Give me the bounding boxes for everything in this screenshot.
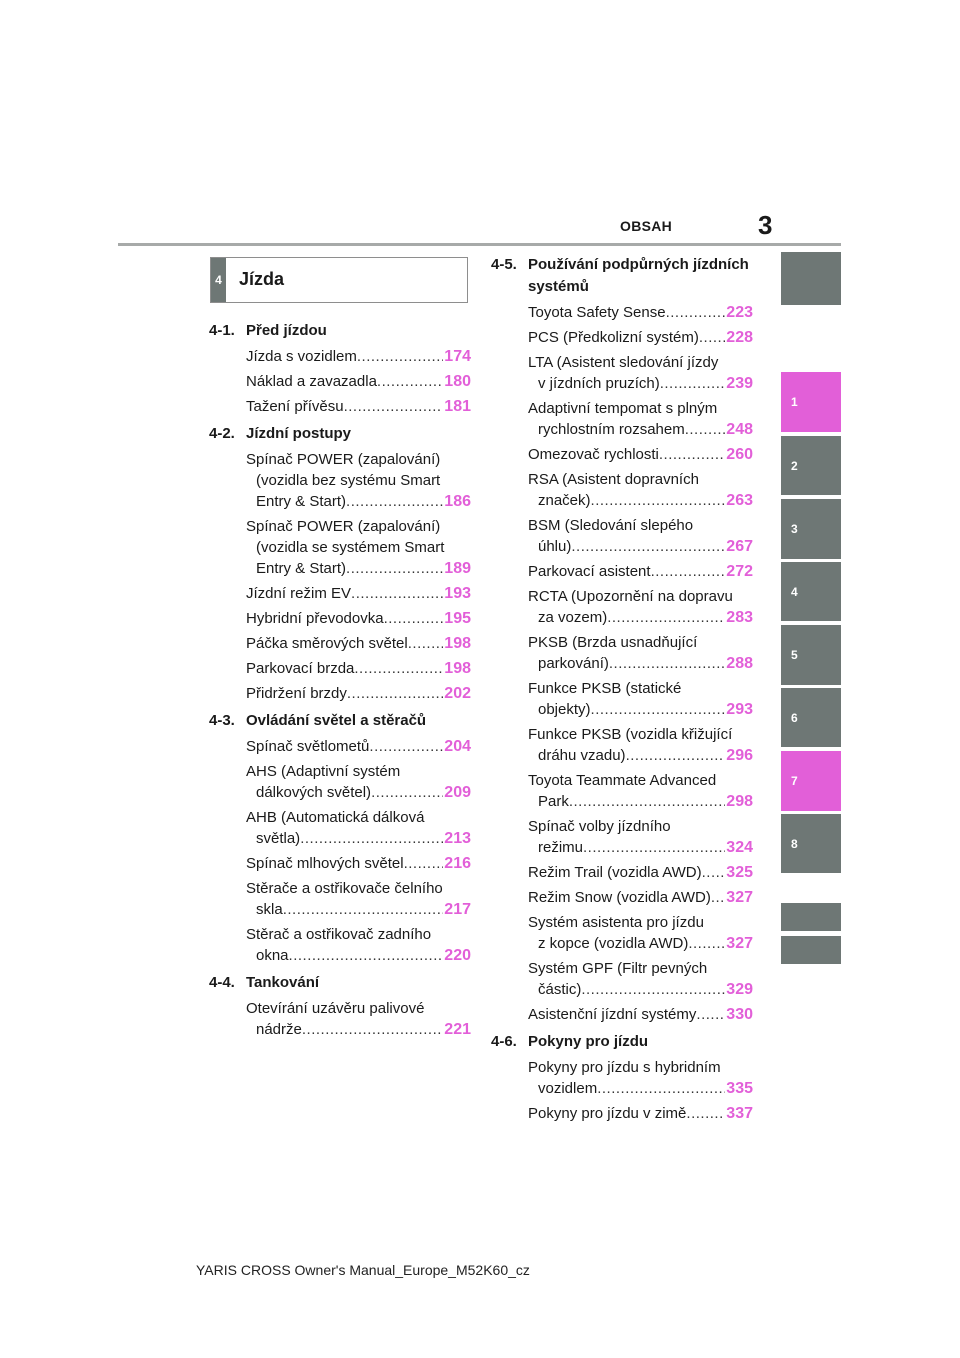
- chapter-tab-6[interactable]: [781, 688, 841, 747]
- entry-last-line: [528, 419, 753, 440]
- entry-text: Entry & Start): [256, 493, 347, 510]
- chapter-tab-blank[interactable]: [781, 936, 841, 964]
- chapter-tab-label: 4: [791, 584, 798, 599]
- toc-entry[interactable]: [209, 583, 471, 604]
- entry-text-line: Pokyny pro jízdu s hybridním: [528, 1059, 721, 1076]
- dot-leader: [609, 653, 725, 674]
- entry-last-line: [528, 699, 753, 720]
- entry-text-line: (vozidla se systémem Smart: [256, 539, 445, 556]
- page-link[interactable]: 174: [444, 348, 471, 365]
- toc-entry[interactable]: [209, 371, 471, 392]
- page-link[interactable]: 220: [444, 947, 471, 964]
- dot-leader: [347, 683, 443, 704]
- entry-text-line: Spínač POWER (zapalování): [246, 451, 441, 468]
- chapter-tab-2[interactable]: [781, 436, 841, 495]
- page-link[interactable]: 298: [726, 793, 753, 810]
- page-link[interactable]: 248: [726, 421, 753, 438]
- chapter-tab-label: 8: [791, 836, 798, 851]
- dot-leader: [597, 1078, 725, 1099]
- toc-entry[interactable]: [491, 302, 753, 323]
- entry-text: Pokyny pro jízdu v zimě: [528, 1105, 687, 1122]
- chapter-tab-label: 5: [791, 648, 798, 662]
- toc-entry[interactable]: [209, 396, 471, 417]
- toc-entry[interactable]: [209, 516, 471, 579]
- toc-entry[interactable]: [491, 724, 753, 766]
- entry-text: režimu: [538, 839, 584, 856]
- entry-text: skla: [256, 901, 283, 918]
- toc-entry[interactable]: [491, 398, 753, 440]
- entry-text-line: Systém GPF (Filtr pevných: [528, 960, 708, 977]
- dot-leader: [699, 327, 725, 348]
- entry-last-line: [246, 491, 471, 512]
- entry-last-line: [246, 558, 471, 579]
- entry-last-line: [246, 853, 471, 874]
- entry-text-line: BSM (Sledování slepého: [528, 517, 694, 534]
- page-link[interactable]: 260: [726, 446, 753, 463]
- entry-text: Park: [538, 793, 569, 810]
- toc-entry[interactable]: [209, 346, 471, 367]
- dot-leader: [607, 607, 725, 628]
- page-link[interactable]: 204: [444, 738, 471, 755]
- chapter-tab-label: 7: [791, 774, 798, 788]
- chapter-tab-label: 1: [791, 395, 798, 409]
- entry-last-line: [528, 1103, 753, 1124]
- page-link[interactable]: 337: [726, 1105, 753, 1122]
- entry-text: Jízdní režim EV: [246, 585, 352, 602]
- section-number: 4-2.: [209, 425, 235, 442]
- entry-last-line: [528, 536, 753, 557]
- entry-text-line: Spínač POWER (zapalování): [246, 518, 441, 535]
- toc-entry[interactable]: [209, 658, 471, 679]
- page-link[interactable]: 193: [444, 585, 471, 602]
- footer-text: YARIS CROSS Owner's Manual_Europe_M52K60_cz: [196, 1262, 530, 1278]
- page-link[interactable]: 325: [726, 864, 753, 881]
- entry-last-line: [246, 683, 471, 704]
- entry-last-line: [528, 1078, 753, 1099]
- toc-entry[interactable]: [209, 998, 471, 1040]
- entry-last-line: [528, 490, 753, 511]
- toc-entry[interactable]: [491, 887, 753, 908]
- toc-entry[interactable]: [209, 608, 471, 629]
- section-number: 4-1.: [209, 322, 235, 339]
- entry-text: Spínač mlhových světel: [246, 855, 404, 872]
- toc-entry[interactable]: [491, 816, 753, 858]
- entry-text: objekty): [538, 701, 591, 718]
- chapter-tab-label: 3: [791, 522, 798, 536]
- page-link[interactable]: 293: [726, 701, 753, 718]
- entry-last-line: [246, 633, 471, 654]
- chapter-tab-blank[interactable]: [781, 252, 841, 305]
- entry-last-line: [528, 837, 753, 858]
- chapter-title: Jízda: [239, 269, 285, 289]
- toc-entry[interactable]: [491, 958, 753, 1000]
- entry-last-line: [246, 899, 471, 920]
- dot-leader: [346, 491, 443, 512]
- page-link[interactable]: 186: [444, 493, 471, 510]
- entry-last-line: [246, 782, 471, 803]
- entry-text: světla): [256, 830, 301, 847]
- section-title: Jízdní postupy: [246, 425, 351, 442]
- entry-last-line: [246, 396, 471, 417]
- entry-text: Asistenční jízdní systémy: [528, 1006, 697, 1023]
- dot-leader: [371, 782, 443, 803]
- page-link[interactable]: 263: [726, 492, 753, 509]
- dot-leader: [581, 979, 725, 1000]
- toc-entry[interactable]: [491, 770, 753, 812]
- page-link[interactable]: 330: [726, 1006, 753, 1023]
- toc-entry[interactable]: [209, 633, 471, 654]
- entry-last-line: [528, 1004, 753, 1025]
- entry-text: Spínač světlometů: [246, 738, 370, 755]
- dot-leader: [591, 699, 726, 720]
- toc-entry[interactable]: [209, 449, 471, 512]
- dot-leader: [377, 371, 443, 392]
- entry-text-line: Otevírání uzávěru palivové: [246, 1000, 425, 1017]
- entry-text-line: AHS (Adaptivní systém: [246, 763, 401, 780]
- entry-text-line: RSA (Asistent dopravních: [528, 471, 699, 488]
- entry-last-line: [528, 862, 753, 883]
- section-title: Tankování: [246, 974, 320, 991]
- page-link[interactable]: 189: [444, 560, 471, 577]
- dot-leader: [569, 791, 725, 812]
- toc-entry[interactable]: [491, 1057, 753, 1099]
- toc-entry[interactable]: [491, 515, 753, 557]
- header-title: OBSAH: [620, 218, 673, 234]
- entry-text: Náklad a zavazadla: [246, 373, 377, 390]
- dot-leader: [354, 658, 443, 679]
- dot-leader: [283, 899, 444, 920]
- chapter-tab-7[interactable]: [781, 751, 841, 811]
- toc-section-heading: [209, 710, 471, 732]
- entry-last-line: [246, 945, 471, 966]
- entry-last-line: [528, 653, 753, 674]
- dot-leader: [369, 736, 443, 757]
- toc-entry[interactable]: [491, 912, 753, 954]
- dot-leader: [711, 887, 725, 908]
- entry-text-line: (vozidla bez systému Smart: [256, 472, 441, 489]
- section-number: 4-3.: [209, 712, 235, 729]
- entry-last-line: [528, 979, 753, 1000]
- page-link[interactable]: 324: [726, 839, 753, 856]
- page-link[interactable]: 283: [726, 609, 753, 626]
- page-link[interactable]: 327: [726, 889, 753, 906]
- entry-text: Omezovač rychlosti: [528, 446, 659, 463]
- entry-text: nádrže: [256, 1021, 302, 1038]
- toc-section-heading: [209, 423, 471, 445]
- chapter-tab-4[interactable]: [781, 562, 841, 621]
- page-link[interactable]: 198: [444, 660, 471, 677]
- entry-text: okna: [256, 947, 289, 964]
- entry-last-line: [246, 583, 471, 604]
- page-link[interactable]: 267: [726, 538, 753, 555]
- toc-entry[interactable]: [491, 632, 753, 674]
- entry-text: PCS (Předkolizní systém): [528, 329, 699, 346]
- page-link[interactable]: 198: [444, 635, 471, 652]
- toc-entry[interactable]: [209, 761, 471, 803]
- toc-entry[interactable]: [209, 736, 471, 757]
- entry-text: Hybridní převodovka: [246, 610, 384, 627]
- toc-section-heading: [491, 1031, 753, 1053]
- toc-section-heading: [491, 254, 753, 298]
- chapter-tab-blank[interactable]: [781, 903, 841, 931]
- entry-text: parkování): [538, 655, 609, 672]
- page-link[interactable]: 209: [444, 784, 471, 801]
- toc-entry[interactable]: [491, 862, 753, 883]
- dot-leader: [660, 373, 726, 394]
- dot-leader: [344, 396, 444, 417]
- dot-leader: [384, 608, 444, 629]
- entry-last-line: [528, 607, 753, 628]
- dot-leader: [688, 933, 725, 954]
- dot-leader: [571, 536, 725, 557]
- dot-leader: [696, 1004, 725, 1025]
- entry-text: Tažení přívěsu: [246, 398, 344, 415]
- page-link[interactable]: 335: [726, 1080, 753, 1097]
- header-divider: [118, 243, 841, 246]
- chapter-heading: [210, 257, 468, 303]
- chapter-tab-label: 2: [791, 458, 798, 473]
- toc-entry[interactable]: [209, 807, 471, 849]
- toc-section-heading: [209, 320, 471, 342]
- dot-leader: [300, 828, 443, 849]
- entry-last-line: [528, 887, 753, 908]
- entry-last-line: [246, 371, 471, 392]
- entry-text: z kopce (vozidla AWD): [538, 935, 689, 952]
- entry-text-line: AHB (Automatická dálková: [246, 809, 425, 826]
- entry-text: Entry & Start): [256, 560, 347, 577]
- dot-leader: [702, 862, 726, 883]
- entry-text-line: RCTA (Upozornění na dopravu: [528, 588, 733, 605]
- entry-last-line: [246, 658, 471, 679]
- entry-text: značek): [538, 492, 591, 509]
- entry-last-line: [528, 327, 753, 348]
- entry-last-line: [528, 373, 753, 394]
- page-link[interactable]: 296: [726, 747, 753, 764]
- entry-text: za vozem): [538, 609, 608, 626]
- dot-leader: [626, 745, 726, 766]
- toc-entry[interactable]: [491, 678, 753, 720]
- dot-leader: [666, 302, 726, 323]
- entry-text: Parkovací brzda: [246, 660, 355, 677]
- entry-text: v jízdních pruzích): [538, 375, 660, 392]
- section-number: 4-4.: [209, 974, 235, 991]
- toc-section-heading: [209, 972, 471, 994]
- entry-text-line: PKSB (Brzda usnadňující: [528, 634, 698, 651]
- dot-leader: [659, 444, 725, 465]
- dot-leader: [351, 583, 443, 604]
- entry-text: částic): [538, 981, 582, 998]
- entry-text: dálkových světel): [256, 784, 372, 801]
- toc-entry[interactable]: [491, 327, 753, 348]
- entry-last-line: [246, 736, 471, 757]
- entry-last-line: [246, 1019, 471, 1040]
- page-number: 3: [758, 210, 773, 240]
- toc-entry[interactable]: [209, 683, 471, 704]
- entry-text-line: Stěrač a ostřikovač zadního: [246, 926, 432, 943]
- entry-text-line: Funkce PKSB (statické: [528, 680, 682, 697]
- entry-last-line: [528, 933, 753, 954]
- toc-left-column: [209, 320, 471, 1040]
- chapter-tab-5[interactable]: [781, 625, 841, 685]
- toc-entry[interactable]: [209, 878, 471, 920]
- toc-entry[interactable]: [491, 444, 753, 465]
- entry-last-line: [246, 828, 471, 849]
- page-link[interactable]: 288: [726, 655, 753, 672]
- entry-last-line: [528, 302, 753, 323]
- entry-last-line: [528, 745, 753, 766]
- entry-text: Páčka směrových světel: [246, 635, 408, 652]
- page-link[interactable]: 228: [726, 329, 753, 346]
- section-title: Pokyny pro jízdu: [528, 1033, 649, 1050]
- entry-last-line: [246, 608, 471, 629]
- toc-right-column: [491, 254, 753, 1124]
- section-title: Ovládání světel a stěračů: [246, 712, 427, 729]
- page-link[interactable]: 202: [444, 685, 471, 702]
- dot-leader: [289, 945, 444, 966]
- dot-leader: [685, 419, 726, 440]
- chapter-tab-label: 6: [791, 710, 798, 725]
- dot-leader: [357, 346, 443, 367]
- entry-text: Režim Trail (vozidla AWD): [528, 864, 702, 881]
- toc-entry[interactable]: [491, 352, 753, 394]
- entry-text: Parkovací asistent: [528, 563, 651, 580]
- dot-leader: [404, 853, 444, 874]
- section-number: 4-6.: [491, 1033, 517, 1050]
- toc-entry[interactable]: [209, 924, 471, 966]
- entry-text: Jízda s vozidlem: [246, 348, 357, 365]
- section-title: Používání podpůrných jízdních systémů: [528, 256, 749, 295]
- dot-leader: [346, 558, 443, 579]
- entry-text: rychlostním rozsahem: [538, 421, 685, 438]
- chapter-tab-3[interactable]: [781, 499, 841, 559]
- entry-text: dráhu vzadu): [538, 747, 626, 764]
- page-link[interactable]: 272: [726, 563, 753, 580]
- toc-entry[interactable]: [209, 853, 471, 874]
- page-link[interactable]: 329: [726, 981, 753, 998]
- entry-text-line: Toyota Teammate Advanced: [528, 772, 717, 789]
- entry-text-line: LTA (Asistent sledování jízdy: [528, 354, 719, 371]
- entry-last-line: [528, 444, 753, 465]
- entry-text-line: Funkce PKSB (vozidla křižující: [528, 726, 733, 743]
- page-link[interactable]: 195: [444, 610, 471, 627]
- entry-text: vozidlem: [538, 1080, 598, 1097]
- chapter-number: 4: [211, 258, 226, 302]
- page-link[interactable]: 180: [444, 373, 471, 390]
- dot-leader: [583, 837, 725, 858]
- chapter-tab-1[interactable]: [781, 372, 841, 432]
- entry-text-line: Stěrače a ostřikovače čelního: [246, 880, 443, 897]
- entry-text-line: Spínač volby jízdního: [528, 818, 671, 835]
- page-link[interactable]: 327: [726, 935, 753, 952]
- dot-leader: [408, 633, 444, 654]
- toc-entry[interactable]: [491, 1103, 753, 1124]
- page-link[interactable]: 213: [444, 830, 471, 847]
- page-link[interactable]: 181: [444, 398, 471, 415]
- page-link[interactable]: 223: [726, 304, 753, 321]
- entry-last-line: [246, 346, 471, 367]
- entry-text: Toyota Safety Sense: [528, 304, 666, 321]
- entry-text-line: Systém asistenta pro jízdu: [528, 914, 704, 931]
- page-link[interactable]: 216: [444, 855, 471, 872]
- dot-leader: [651, 561, 726, 582]
- toc-entry[interactable]: [491, 469, 753, 511]
- dot-leader: [686, 1103, 725, 1124]
- page-link[interactable]: 239: [726, 375, 753, 392]
- toc-entry[interactable]: [491, 561, 753, 582]
- entry-last-line: [528, 791, 753, 812]
- chapter-tab-8[interactable]: [781, 814, 841, 873]
- entry-text: Přidržení brzdy: [246, 685, 347, 702]
- dot-leader: [302, 1019, 443, 1040]
- section-number: 4-5.: [491, 256, 517, 273]
- section-title: Před jízdou: [246, 322, 327, 339]
- toc-entry[interactable]: [491, 1004, 753, 1025]
- dot-leader: [591, 490, 726, 511]
- entry-text-line: Adaptivní tempomat s plným: [528, 400, 718, 417]
- entry-last-line: [528, 561, 753, 582]
- entry-text: Režim Snow (vozidla AWD): [528, 889, 711, 906]
- toc-entry[interactable]: [491, 586, 753, 628]
- page-link[interactable]: 217: [444, 901, 471, 918]
- page-link[interactable]: 221: [444, 1021, 471, 1038]
- entry-text: úhlu): [538, 538, 572, 555]
